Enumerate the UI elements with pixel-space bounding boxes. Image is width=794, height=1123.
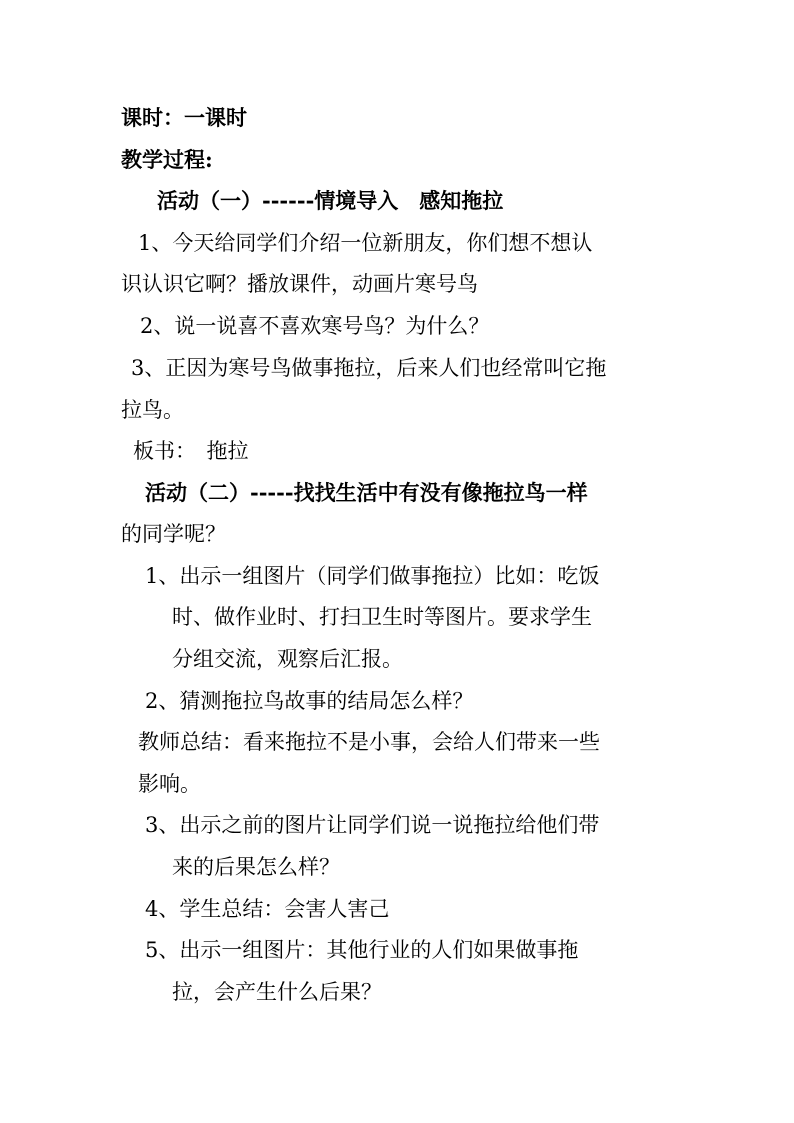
list-item: 5、出示一组图片：其他行业的人们如果做事拖 <box>145 938 579 962</box>
list-item: 3、出示之前的图片让同学们说一说拖拉给他们带 <box>145 813 600 837</box>
list-item: 4、学生总结：会害人害己 <box>145 897 390 921</box>
board-note: 板书： 拖拉 <box>133 439 249 463</box>
paragraph-line: 3、正因为寒号鸟做事拖拉，后来人们也经常叫它拖 <box>131 356 607 380</box>
paragraph-line: 1、今天给同学们介绍一位新朋友，你们想不想认 <box>138 231 593 255</box>
list-item: 1、出示一组图片（同学们做事拖拉）比如：吃饭 <box>145 564 600 588</box>
paragraph-line: 2、说一说喜不喜欢寒号鸟？为什么？ <box>140 314 490 338</box>
class-hours-line: 课时：一课时 <box>121 105 247 130</box>
teacher-summary-continuation: 影响。 <box>138 772 201 796</box>
paragraph-line: 识认识它啊？播放课件，动画片寒号鸟 <box>121 272 478 296</box>
teacher-summary: 教师总结：看来拖拉不是小事，会给人们带来一些 <box>138 730 600 754</box>
list-item-continuation: 拉，会产生什么后果？ <box>172 980 382 1004</box>
paragraph-line: 拉鸟。 <box>121 398 184 422</box>
list-item: 2、猜测拖拉鸟故事的结局怎么样？ <box>145 689 474 713</box>
paragraph-line: 的同学呢？ <box>121 522 226 546</box>
process-heading: 教学过程: <box>121 147 213 172</box>
activity-1-title: 活动（一）------情境导入 感知拖拉 <box>157 188 504 213</box>
list-item-continuation: 分组交流，观察后汇报。 <box>172 647 403 671</box>
list-item-continuation: 来的后果怎么样？ <box>172 855 340 879</box>
activity-2-title: 活动（二）-----找找生活中有没有像拖拉鸟一样 <box>145 480 588 505</box>
list-item-continuation: 时、做作业时、打扫卫生时等图片。要求学生 <box>172 605 592 629</box>
